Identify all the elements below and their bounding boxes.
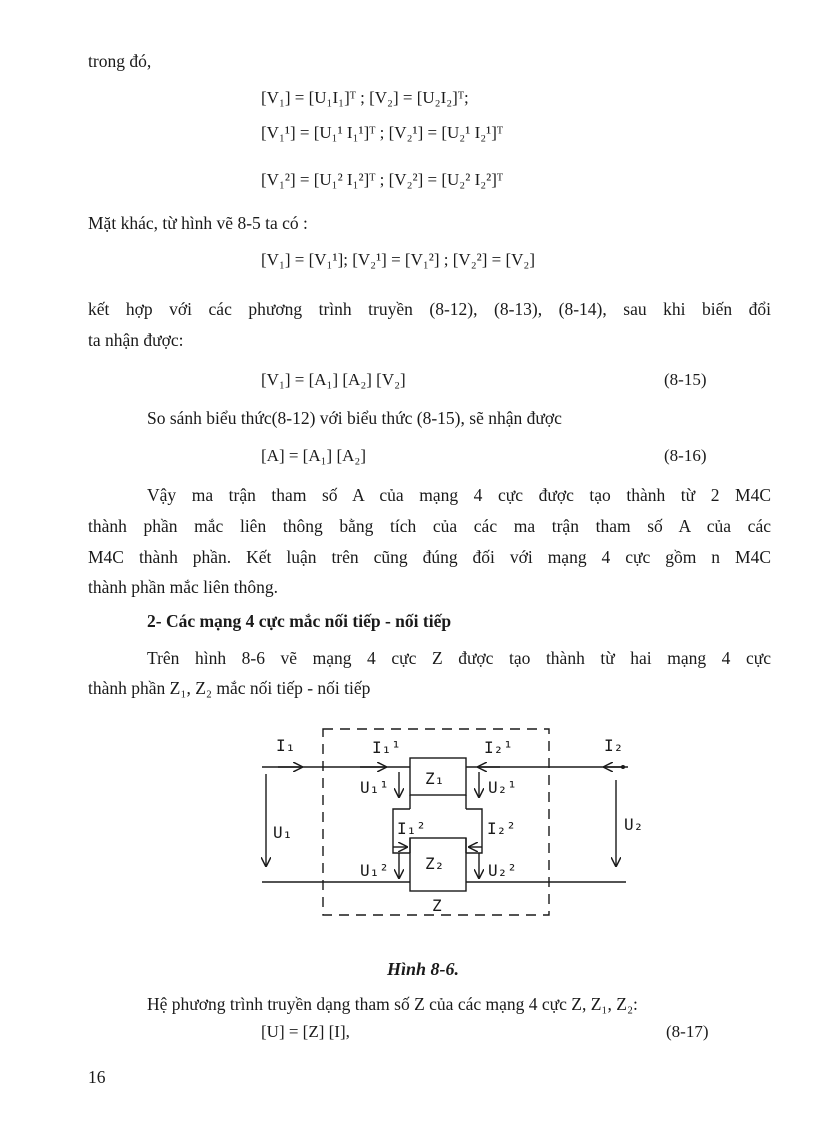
label-i2: I₂ <box>604 736 624 755</box>
equation-number-8-15: (8-15) <box>664 370 707 389</box>
label-u2-2: U₂² <box>488 861 517 880</box>
section-heading: 2- Các mạng 4 cực mắc nối tiếp - nối tiếp <box>147 611 452 631</box>
text-mat-khac: Mặt khác, từ hình vẽ 8-5 ta có : <box>88 213 308 233</box>
equation-v-superscript-2: [V₁²] = [U₁² I₁²]ᵀ ; [V₂²] = [U₂² I₂²]ᵀ <box>261 170 504 189</box>
text-vay-line-1: Vậy ma trận tham số A của mạng 4 cực được tạo thành từ 2 M4C <box>147 485 771 505</box>
text-vay-line-4: thành phần mắc liên thông. <box>88 577 279 597</box>
label-z2: Z₂ <box>425 854 445 873</box>
text-tren-line-2: thành phần Z₁, Z₂ mắc nối tiếp - nối tiếp <box>88 678 371 698</box>
text-he-pt: Hệ phương trình truyền dạng tham số Z của các mạng 4 cực Z, Z₁, Z₂: <box>147 994 638 1014</box>
equation-number-8-16: (8-16) <box>664 446 707 465</box>
label-u1-1: U₁¹ <box>360 778 389 797</box>
equation-8-17: [U] = [Z] [I], <box>261 1022 350 1041</box>
label-i1-2: I₁² <box>397 819 426 838</box>
text-tren-line-1: Trên hình 8-6 vẽ mạng 4 cực Z được tạo thành từ hai mạng 4 cực <box>147 648 771 668</box>
equation-number-8-17: (8-17) <box>666 1022 709 1041</box>
label-u1: U₁ <box>273 823 293 842</box>
equation-v1-v2: [V₁] = [U₁I₁]ᵀ ; [V₂] = [U₂I₂]ᵀ; <box>261 88 469 107</box>
label-i1: I₁ <box>276 736 296 755</box>
equation-v-equalities: [V₁] = [V₁¹]; [V₂¹] = [V₁²] ; [V₂²] = [V₂] <box>261 250 536 269</box>
label-u2-1: U₂¹ <box>488 778 517 797</box>
text-trong-do: trong đó, <box>88 51 152 71</box>
label-u2: U₂ <box>624 815 644 834</box>
label-z1: Z₁ <box>425 769 445 788</box>
equation-8-16: [A] = [A₁] [A₂] <box>261 446 366 465</box>
label-i2-2: I₂² <box>487 819 516 838</box>
text-ket-hop-line-1: kết hợp với các phương trình truyền (8-12), (8-13), (8-14), sau khi biến đổi <box>88 299 771 319</box>
text-vay-line-2: thành phần mắc liên thông bằng tích của các ma trận tham số A của các <box>88 516 771 536</box>
label-z: Z <box>432 896 442 915</box>
text-so-sanh: So sánh biểu thức(8-12) với biểu thức (8-15), sẽ nhận được <box>147 408 562 428</box>
equation-v-superscript-1: [V₁¹] = [U₁¹ I₁¹]ᵀ ; [V₂¹] = [U₂¹ I₂¹]ᵀ <box>261 123 504 142</box>
equation-8-15: [V₁] = [A₁] [A₂] [V₂] <box>261 370 406 389</box>
page-number: 16 <box>88 1067 106 1087</box>
text-vay-line-3: M4C thành phần. Kết luận trên cũng đúng đối với mạng 4 cực gồm n M4C <box>88 547 771 567</box>
figure-caption: Hình 8-6. <box>387 959 460 979</box>
text-ket-hop-line-2: ta nhận được: <box>88 330 184 350</box>
label-i2-1: I₂¹ <box>484 738 513 757</box>
label-i1-1: I₁¹ <box>372 738 401 757</box>
label-u1-2: U₁² <box>360 861 389 880</box>
